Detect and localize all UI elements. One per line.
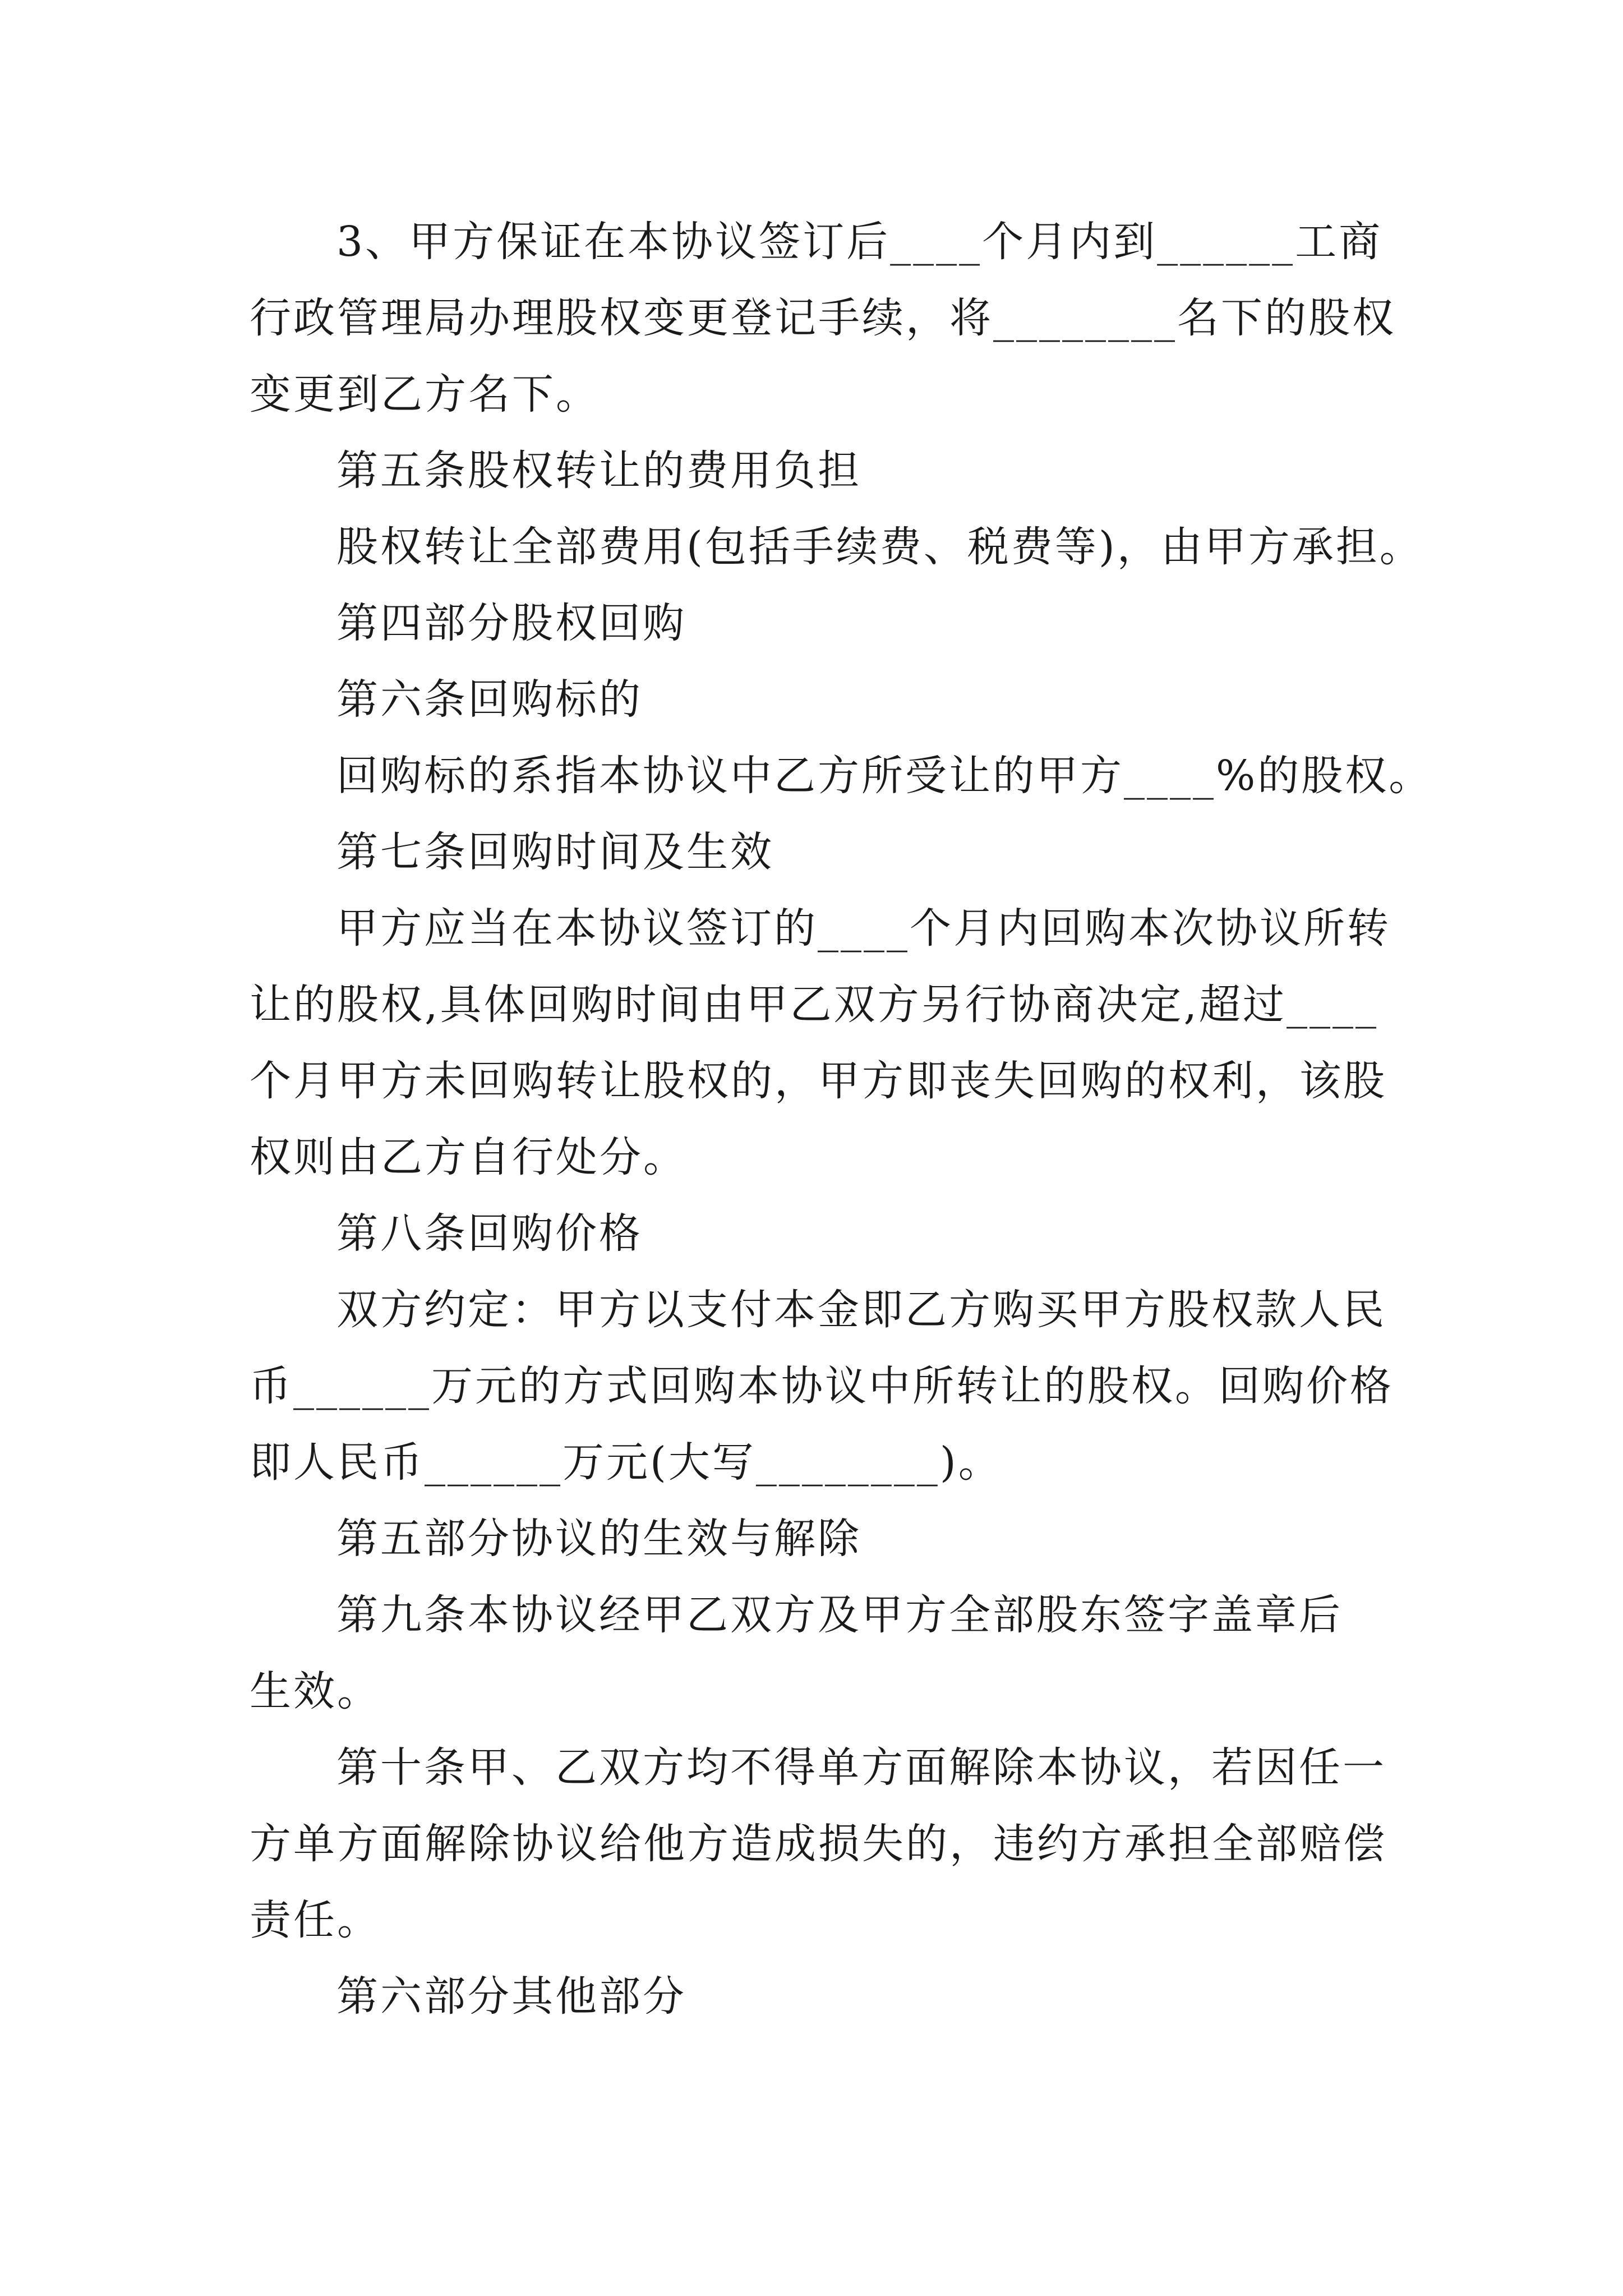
text-line: 第九条本协议经甲乙双方及甲方全部股东签字盖章后	[336, 1591, 1343, 1639]
text-line: 第五条股权转让的费用负担	[336, 447, 861, 495]
text-line: 第六条回购标的	[336, 675, 643, 724]
text-line: 方单方面解除协议给他方造成损失的，违约方承担全部赔偿	[250, 1820, 1387, 1868]
text-line: 权则由乙方自行处分。	[250, 1133, 687, 1181]
text-line: 3、甲方保证在本协议签订后____个月内到______工商	[336, 218, 1383, 266]
text-line: 回购标的系指本协议中乙方所受让的甲方____%的股权。	[336, 752, 1433, 800]
text-line: 股权转让全部费用(包括手续费、税费等)，由甲方承担。	[336, 523, 1423, 571]
text-line: 让的股权,具体回购时间由甲乙双方另行协商决定,超过____	[250, 981, 1379, 1029]
text-line: 生效。	[250, 1667, 381, 1715]
text-line: 第六部分其他部分	[336, 1972, 686, 2021]
text-line: 个月甲方未回购转让股权的，甲方即丧失回购的权利，该股	[250, 1057, 1387, 1105]
text-line: 责任。	[250, 1896, 381, 1944]
text-line: 甲方应当在本协议签订的____个月内回购本次协议所转	[336, 904, 1391, 953]
text-line: 第四部分股权回购	[336, 599, 686, 647]
text-line: 变更到乙方名下。	[250, 370, 600, 418]
text-line: 第十条甲、乙双方均不得单方面解除本协议，若因任一	[336, 1743, 1386, 1792]
text-line: 行政管理局办理股权变更登记手续，将________名下的股权	[250, 294, 1396, 342]
text-line: 币______万元的方式回购本协议中所转让的股权。回购价格	[250, 1362, 1394, 1410]
text-line: 第七条回购时间及生效	[336, 828, 774, 876]
text-line: 双方约定：甲方以支付本金即乙方购买甲方股权款人民	[336, 1286, 1386, 1334]
text-line: 即人民币______万元(大写________)。	[250, 1438, 1002, 1487]
text-line: 第八条回购价格	[336, 1209, 643, 1258]
text-line: 第五部分协议的生效与解除	[336, 1515, 861, 1563]
